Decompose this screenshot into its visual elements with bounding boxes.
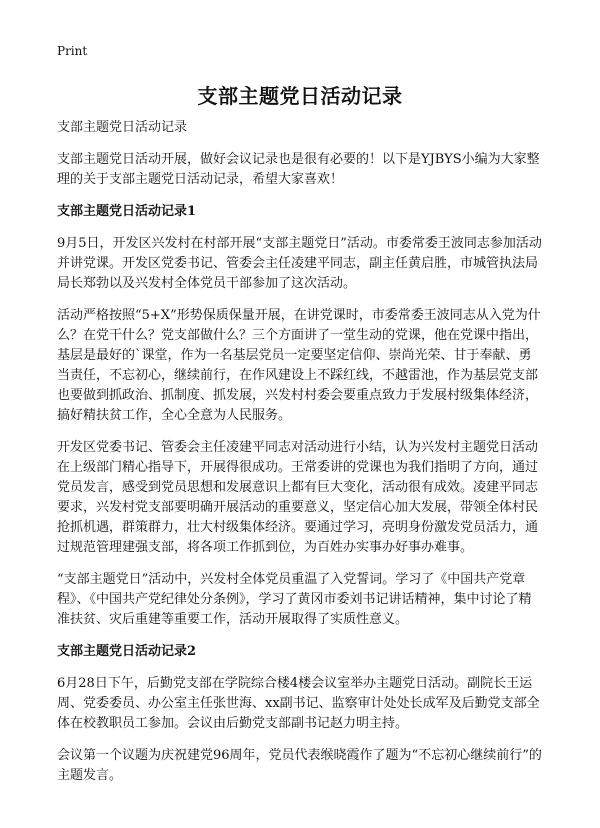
article-subtitle: 支部主题党日活动记录 [57,120,188,135]
section-1-paragraph-3: 开发区党委书记、管委会主任凌建平同志对活动进行小结，认为兴发村主题党日活动在上级部门精心指导下，开展得很成功。王常委讲的党课也为我们指明了方向，通过党员发言，感受到党员思想和发展意识上都有巨大变化，活动很有成效。凌建平同志要求，兴发村党支部要明确开展活动的重要意义，坚定信心加大发展，带领全体村民抢抓机遇，群策群力，壮大村级集体经济。要通过学习，亮明身份激发党员活力，通过规范管理建强支部，将各项工作抓到位，为百姓办实事办好事办难事。 [57,440,539,555]
intro-paragraph: 支部主题党日活动开展，做好会议记录也是很有必要的！以下是YJBYS小编为大家整理的关于支部主题党日活动记录，希望大家喜欢！ [57,152,540,187]
page-title: 支部主题党日活动记录 [197,84,403,108]
print-link[interactable]: Print [57,44,88,58]
section-2-paragraph-2: 会议第一个议题为庆祝建党96周年，党员代表缑晓霞作了题为“不忘初心继续前行”的主题发言。 [57,748,542,783]
section-heading-2: 支部主题党日活动记录2 [57,644,197,659]
article-body [57,118,543,798]
section-1-paragraph-1: 9月5日，开发区兴发村在村部开展“支部主题党日”活动。市委常委王波同志参加活动并讲党课。开发区党委书记、管委会主任凌建平同志，副主任黄启胜，市城管执法局局长郑勃以及兴发村全体党员干部参加了这次活动。 [57,236,542,291]
section-1-paragraph-2: 活动严格按照“5+X”形势保质保量开展，在讲党课时，市委常委王波同志从入党为什么？在党干什么？党支部做什么？三个方面讲了一堂生动的党课，他在党课中指出，基层是最好的`课堂，作为一名基层党员一定要坚定信仰、崇尚光荣、甘于奉献、勇当责任，不忘初心，继续前行，在作风建设上不踩红线，不越雷池，作为基层党支部也要做到抓政治、抓制度、抓发展，兴发村村委会要重点致力于发展村级集体经济，搞好精扶贫工作，全心全意为人民服务。 [57,308,541,423]
section-1-paragraph-4: “支部主题党日”活动中，兴发村全体党员重温了入党誓词。学习了《中国共产党章程》、《中国共产党纪律处分条例》，学习了黄冈市委刘书记讲话精神，集中讨论了精准扶贫、灾后重建等重要工作，活动开展取得了实质性意义。 [57,572,532,627]
section-heading-1: 支部主题党日活动记录1 [57,204,197,219]
section-2-paragraph-1: 6月28日下午，后勤党支部在学院综合楼4楼会议室举办主题党日活动。副院长王运周、党委委员、办公室主任张世海、xx副书记、监察审计处处长成军及后勤党支部全体在校教职员工参加。会议由后勤党支部副书记赵力明主持。 [57,676,540,731]
